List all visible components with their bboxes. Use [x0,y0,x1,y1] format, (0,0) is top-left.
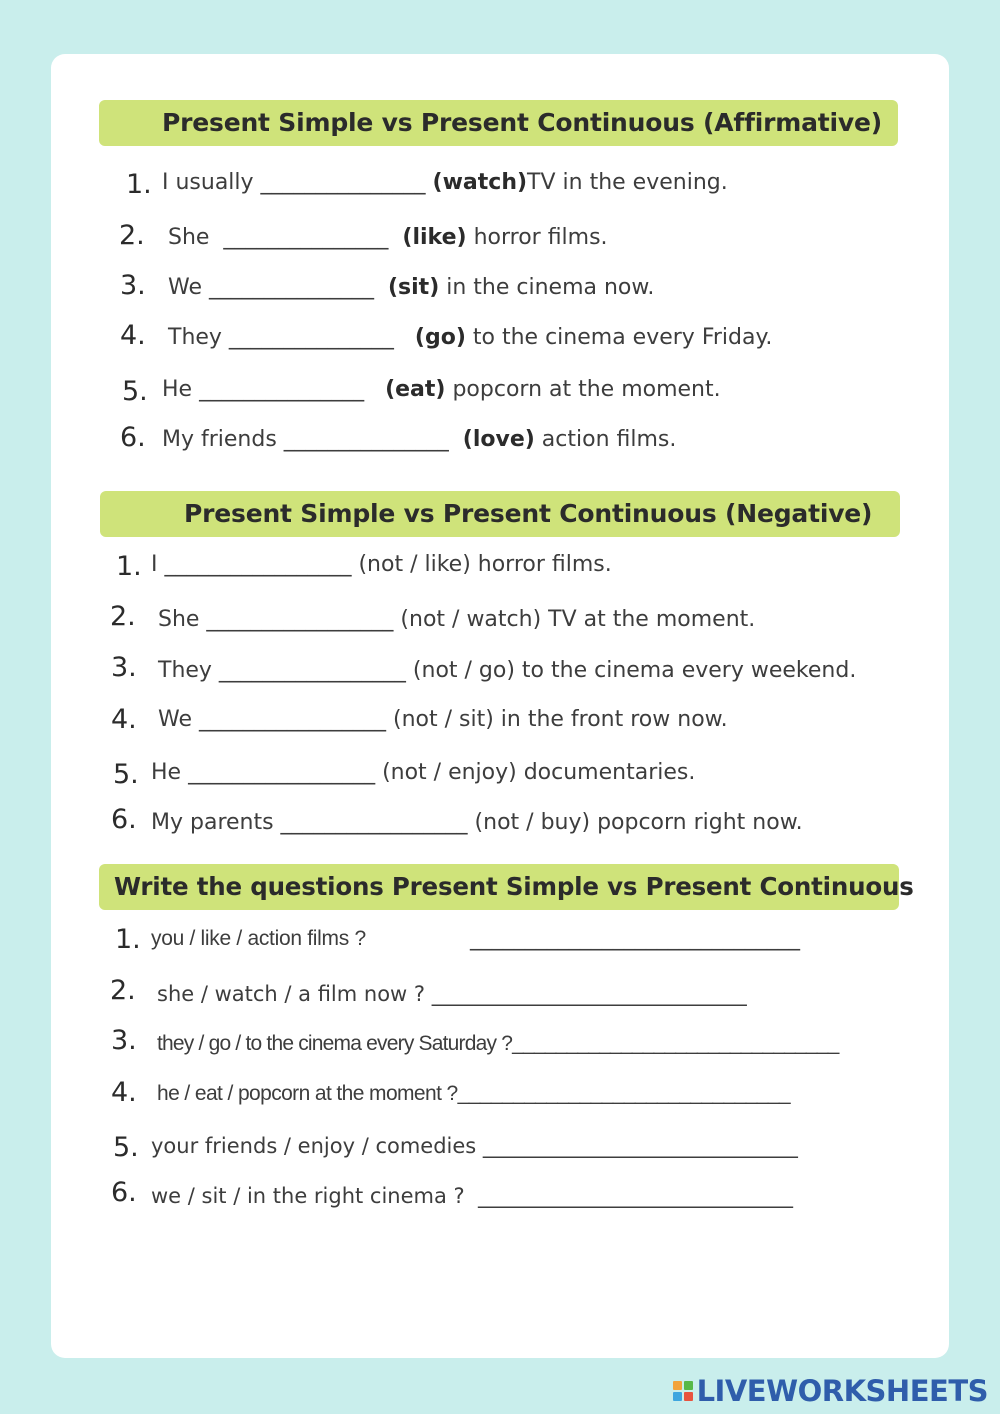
item-number: 6. [120,422,146,453]
item-number: 2. [110,975,136,1006]
sentence: They _______________ (go) to the cinema every Friday. [168,325,773,350]
item-number: 6. [111,804,137,835]
item-number: 3. [111,652,137,683]
question-prompt: you / like / action films ? [151,927,366,950]
sentence: He _______________ (eat) popcorn at the moment. [162,377,721,402]
sentence: We _______________ (sit) in the cinema now. [168,275,655,300]
item-number: 5. [113,1132,139,1163]
answer-blank[interactable]: ______________________________ [470,926,800,951]
sentence: They _________________ (not / go) to the cinema every weekend. [158,658,857,683]
item-number: 1. [126,169,152,200]
question-prompt: she / watch / a film now ? ______________________________ [157,982,747,1006]
question-prompt: he / eat / popcorn at the moment ?______________________________ [157,1082,791,1105]
item-number: 3. [120,270,146,301]
item-number: 6. [111,1177,137,1208]
question-prompt: we / sit / in the right cinema ? ______________________________ [151,1184,794,1208]
item-number: 5. [113,759,139,790]
logo-mark-icon [673,1381,693,1401]
item-number: 4. [111,704,137,735]
item-number: 4. [111,1077,137,1108]
section-title-affirmative: Present Simple vs Present Continuous (Affirmative) [99,100,898,146]
sentence: She _______________ (like) horror films. [168,225,608,250]
section-title-questions: Write the questions Present Simple vs Present Continuous [99,864,899,910]
logo-text: LIVEWORKSHEETS [696,1374,988,1408]
item-number: 1. [115,924,141,955]
sentence: We _________________ (not / sit) in the front row now. [158,707,728,732]
item-number: 2. [119,220,145,251]
item-number: 1. [116,551,142,582]
question-prompt: your friends / enjoy / comedies ______________________________ [151,1134,798,1158]
liveworksheets-logo [673,1374,988,1408]
sentence: He _________________ (not / enjoy) documentaries. [151,760,696,785]
sentence: She _________________ (not / watch) TV at the moment. [158,607,756,632]
sentence: My friends _______________ (love) action films. [162,427,677,452]
section-title-negative: Present Simple vs Present Continuous (Negative) [100,491,900,537]
item-number: 4. [120,320,146,351]
sentence: I _________________ (not / like) horror films. [151,552,612,577]
sentence: My parents _________________ (not / buy) popcorn right now. [151,810,803,835]
item-number: 3. [111,1025,137,1056]
item-number: 5. [122,376,148,407]
item-number: 2. [110,601,136,632]
question-prompt: they / go / to the cinema every Saturday ?______________________________ [157,1032,839,1055]
sentence: I usually _______________ (watch)TV in the evening. [162,170,728,195]
